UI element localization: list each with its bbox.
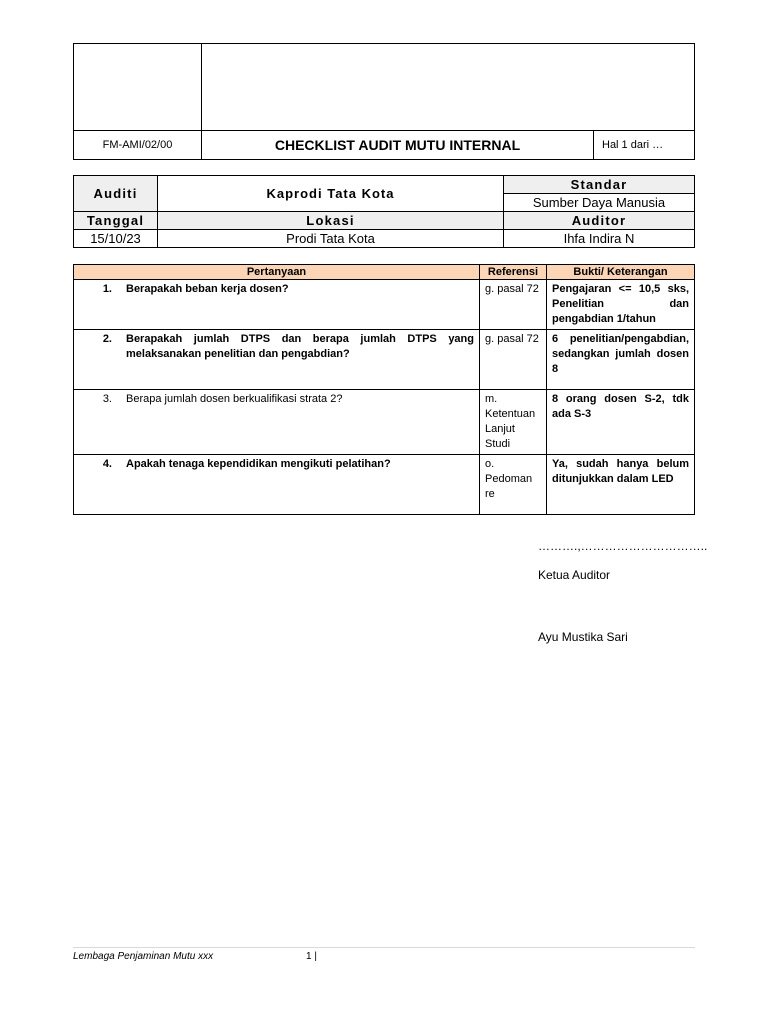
table-row [74,455,695,515]
auditi-value: Kaprodi Tata Kota [158,176,504,212]
header-blank-area [202,44,695,131]
auditor-value: Ihfa Indira N [504,230,695,248]
evidence-cell: Ya, sudah hanya belum ditunjukkan dalam LED [547,455,695,515]
document-header [73,43,695,160]
table-header-row [74,265,695,280]
signature-role: Ketua Auditor [538,568,611,582]
tanggal-label: Tanggal [74,212,158,230]
reference-cell: o. Pedoman re [480,455,547,515]
document-title: CHECKLIST AUDIT MUTU INTERNAL [202,131,594,160]
header-referensi: Referensi [480,265,547,280]
footer-divider [73,947,695,948]
reference-cell: g. pasal 72 [480,330,547,390]
evidence-cell: 6 penelitian/pengabdian, sedangkan jumlah dosen 8 [547,330,695,390]
reference-cell: m. Ketentuan Lanjut Studi [480,390,547,455]
lokasi-value: Prodi Tata Kota [158,230,504,248]
table-row [74,330,695,390]
table-row [74,390,695,455]
logo-area [74,44,202,131]
question-text: Berapakah beban kerja dosen? [126,283,289,295]
footer-page-number: 1 | [306,951,317,962]
header-bukti: Bukti/ Keterangan [547,265,695,280]
question-text: Apakah tenaga kependidikan mengikuti pelatihan? [126,458,391,470]
page-indicator: Hal 1 dari … [594,131,695,160]
standar-value: Sumber Daya Manusia [504,194,695,212]
standar-label: Standar [504,176,695,194]
question-text: Berapa jumlah dosen berkualifikasi strata 2? [126,393,343,405]
lokasi-label: Lokasi [158,212,504,230]
evidence-cell: 8 orang dosen S-2, tdk ada S-3 [547,390,695,455]
checklist-table [73,264,695,515]
question-cell [74,455,480,515]
table-row [74,280,695,330]
question-text: Berapakah jumlah DTPS dan berapa jumlah DTPS yang melaksanakan penelitian dan pengabdian? [126,333,474,360]
question-cell [74,330,480,390]
question-number: 3. [102,393,112,405]
footer-institution: Lembaga Penjaminan Mutu xxx [73,951,214,962]
header-pertanyaan: Pertanyaan [74,265,480,280]
reference-cell: g. pasal 72 [480,280,547,330]
signature-place-date: ……….,………………………….. [538,539,708,553]
tanggal-value: 15/10/23 [74,230,158,248]
evidence-cell: Pengajaran <= 10,5 sks, Penelitian dan pengabdian 1/tahun [547,280,695,330]
auditor-label: Auditor [504,212,695,230]
signature-name: Ayu Mustika Sari [538,630,628,644]
question-number: 2. [102,333,112,345]
form-code: FM-AMI/02/00 [74,131,202,160]
question-number: 4. [102,458,112,470]
auditi-label: Auditi [74,176,158,212]
audit-info-table [73,175,695,248]
question-cell [74,390,480,455]
question-number: 1. [102,283,112,295]
question-cell [74,280,480,330]
